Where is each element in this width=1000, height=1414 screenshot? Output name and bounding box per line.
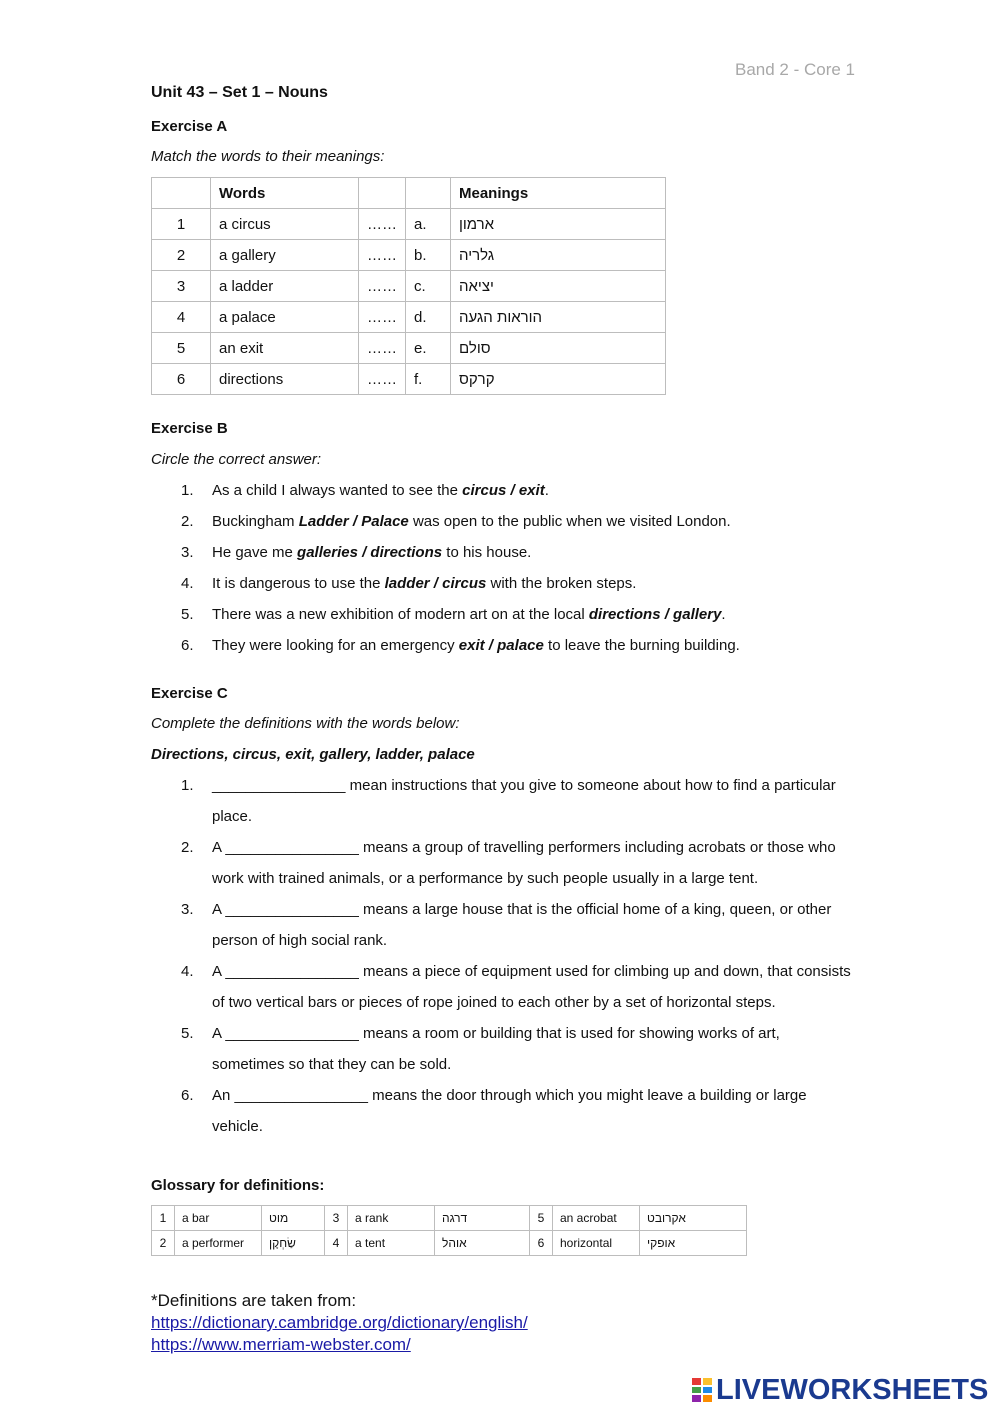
- logo-square: [703, 1387, 712, 1394]
- answer-choice[interactable]: directions / gallery: [588, 606, 722, 623]
- meaning-letter: d.: [406, 302, 451, 333]
- glossary-heading: Glossary for definitions:: [151, 1177, 325, 1194]
- meaning-cell: קרקס: [451, 364, 666, 395]
- sentence-item: [151, 537, 852, 568]
- item-number: 3.: [181, 544, 194, 561]
- definition-text[interactable]: A ________________ means a large house that is the official home of a king, queen, or other person of high social rank.: [212, 901, 832, 949]
- definition-text[interactable]: A ________________ means a piece of equipment used for climbing up and down, that consists of two vertical bars or pieces of rope joined to each other by a set of horizontal steps.: [212, 963, 851, 1011]
- liveworksheets-logo: [692, 1374, 988, 1406]
- glossary-english: a bar: [175, 1206, 262, 1231]
- sentence-item: [151, 506, 852, 537]
- glossary-number: 4: [325, 1231, 348, 1256]
- matching-row: [152, 240, 666, 271]
- sentence-text: .: [544, 482, 549, 499]
- sentence-text: There was a new exhibition of modern art on at the local: [212, 606, 589, 623]
- definition-item: [151, 1080, 852, 1142]
- meaning-letter: e.: [406, 333, 451, 364]
- word-cell: a gallery: [211, 240, 359, 271]
- answer-choice[interactable]: circus / exit: [462, 482, 545, 499]
- definition-text[interactable]: A ________________ means a room or building that is used for showing works of art, sometimes so that they can be sold.: [212, 1025, 780, 1073]
- merriam-webster-link[interactable]: https://www.merriam-webster.com/: [151, 1335, 411, 1354]
- item-number: 2.: [181, 513, 194, 530]
- logo-square: [692, 1378, 701, 1385]
- glossary-hebrew: אוהל: [435, 1231, 530, 1256]
- word-cell: a ladder: [211, 271, 359, 302]
- word-cell: a circus: [211, 209, 359, 240]
- glossary-number: 1: [152, 1206, 175, 1231]
- glossary-hebrew: מוט: [262, 1206, 325, 1231]
- exercise-c-heading: Exercise C: [151, 685, 228, 702]
- meaning-letter: a.: [406, 209, 451, 240]
- item-number: 1.: [181, 777, 194, 794]
- exercise-b-instruction: Circle the correct answer:: [151, 451, 322, 468]
- logo-square: [703, 1395, 712, 1402]
- glossary-number: 2: [152, 1231, 175, 1256]
- item-number: 5.: [181, 1025, 194, 1042]
- meaning-letter: f.: [406, 364, 451, 395]
- answer-blank[interactable]: ……: [359, 209, 406, 240]
- answer-blank[interactable]: ……: [359, 333, 406, 364]
- glossary-english: a rank: [348, 1206, 435, 1231]
- sentence-item: [151, 599, 852, 630]
- logo-square: [692, 1387, 701, 1394]
- page-title: Unit 43 – Set 1 – Nouns: [151, 84, 328, 101]
- item-number: 6.: [181, 1087, 194, 1104]
- answer-choice[interactable]: ladder / circus: [384, 575, 487, 592]
- item-number: 4.: [181, 575, 194, 592]
- row-number: 3: [152, 271, 211, 302]
- sentence-item: [151, 568, 852, 599]
- matching-table: [151, 177, 666, 395]
- meaning-cell: גלריה: [451, 240, 666, 271]
- answer-choice[interactable]: exit / palace: [458, 637, 544, 654]
- meaning-cell: סולם: [451, 333, 666, 364]
- band-label: Band 2 - Core 1: [735, 60, 856, 79]
- logo-square: [703, 1378, 712, 1385]
- glossary-row: [152, 1206, 747, 1231]
- col-meanings: Meanings: [451, 178, 666, 209]
- matching-row: [152, 302, 666, 333]
- glossary-english: a performer: [175, 1231, 262, 1256]
- matching-table-header: [152, 178, 666, 209]
- glossary-hebrew: דרגה: [435, 1206, 530, 1231]
- logo-text: LIVEWORKSHEETS: [716, 1373, 989, 1406]
- row-number: 1: [152, 209, 211, 240]
- glossary-english: horizontal: [553, 1231, 640, 1256]
- answer-blank[interactable]: ……: [359, 364, 406, 395]
- meaning-cell: הוראות הגעה: [451, 302, 666, 333]
- definition-item: [151, 832, 852, 894]
- glossary-hebrew: אקרובט: [640, 1206, 747, 1231]
- exercise-c-list: [151, 770, 852, 1142]
- sentence-text: As a child I always wanted to see the: [212, 482, 463, 499]
- glossary-hebrew: שַׂחְקָן: [262, 1231, 325, 1256]
- sentence-text: Buckingham: [212, 513, 299, 530]
- sentence-text: They were looking for an emergency: [212, 637, 459, 654]
- glossary-english: an acrobat: [553, 1206, 640, 1231]
- matching-row: [152, 209, 666, 240]
- glossary-english: a tent: [348, 1231, 435, 1256]
- definition-text[interactable]: A ________________ means a group of travelling performers including acrobats or those who work with trained animals, or a performance by such people usually in a large tent.: [212, 839, 836, 887]
- sources: [151, 1290, 528, 1356]
- item-number: 5.: [181, 606, 194, 623]
- col-words: Words: [211, 178, 359, 209]
- glossary-number: 3: [325, 1206, 348, 1231]
- item-number: 4.: [181, 963, 194, 980]
- meaning-cell: ארמון: [451, 209, 666, 240]
- sentence-text: He gave me: [212, 544, 298, 561]
- answer-blank[interactable]: ……: [359, 302, 406, 333]
- meaning-letter: c.: [406, 271, 451, 302]
- answer-choice[interactable]: galleries / directions: [297, 544, 443, 561]
- sentence-text: to his house.: [442, 544, 532, 561]
- sentence-item: [151, 630, 852, 661]
- definition-item: [151, 1018, 852, 1080]
- item-number: 3.: [181, 901, 194, 918]
- meaning-cell: יציאה: [451, 271, 666, 302]
- word-cell: directions: [211, 364, 359, 395]
- definition-item: [151, 956, 852, 1018]
- row-number: 4: [152, 302, 211, 333]
- exercise-b-heading: Exercise B: [151, 420, 228, 437]
- glossary-hebrew: אופקי: [640, 1231, 747, 1256]
- glossary-row: [152, 1231, 747, 1256]
- row-number: 6: [152, 364, 211, 395]
- matching-row: [152, 364, 666, 395]
- sentence-text: .: [721, 606, 726, 623]
- definition-item: [151, 894, 852, 956]
- answer-blank[interactable]: ……: [359, 271, 406, 302]
- exercise-b-list: [151, 475, 852, 661]
- meaning-letter: b.: [406, 240, 451, 271]
- item-number: 2.: [181, 839, 194, 856]
- logo-square: [692, 1395, 701, 1402]
- glossary-table: [151, 1205, 747, 1256]
- sentence-text: It is dangerous to use the: [212, 575, 385, 592]
- matching-row: [152, 271, 666, 302]
- row-number: 2: [152, 240, 211, 271]
- word-cell: an exit: [211, 333, 359, 364]
- answer-choice[interactable]: Ladder / Palace: [298, 513, 409, 530]
- sentence-text: with the broken steps.: [486, 575, 637, 592]
- glossary-number: 6: [530, 1231, 553, 1256]
- answer-blank[interactable]: ……: [359, 240, 406, 271]
- word-cell: a palace: [211, 302, 359, 333]
- sentence-item: [151, 475, 852, 506]
- definition-text[interactable]: ________________ mean instructions that you give to someone about how to find a particular place.: [212, 777, 836, 825]
- glossary-number: 5: [530, 1206, 553, 1231]
- definition-text[interactable]: An ________________ means the door through which you might leave a building or large vehicle.: [212, 1087, 807, 1135]
- exercise-a-heading: Exercise A: [151, 118, 228, 135]
- sources-label: *Definitions are taken from:: [151, 1291, 357, 1310]
- item-number: 1.: [181, 482, 194, 499]
- sentence-text: was open to the public when we visited London.: [408, 513, 731, 530]
- logo-icon: [692, 1378, 712, 1402]
- definition-item: [151, 770, 852, 832]
- exercise-a-instruction: Match the words to their meanings:: [151, 148, 385, 165]
- cambridge-link[interactable]: https://dictionary.cambridge.org/dictionary/english/: [151, 1313, 528, 1332]
- exercise-c-instruction: Complete the definitions with the words below:: [151, 715, 460, 732]
- item-number: 6.: [181, 637, 194, 654]
- sentence-text: to leave the burning building.: [543, 637, 740, 654]
- matching-row: [152, 333, 666, 364]
- row-number: 5: [152, 333, 211, 364]
- word-bank: Directions, circus, exit, gallery, ladder, palace: [151, 746, 475, 763]
